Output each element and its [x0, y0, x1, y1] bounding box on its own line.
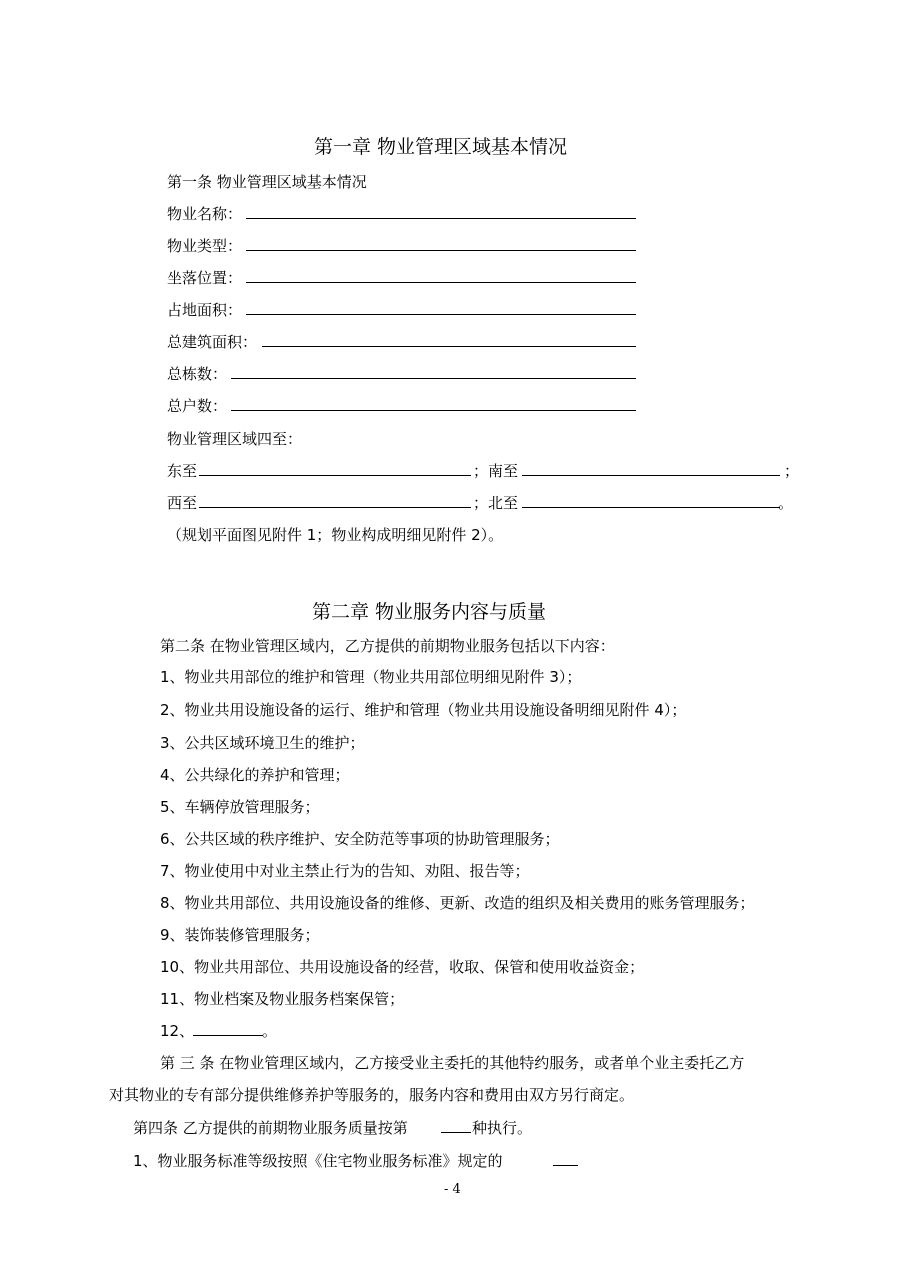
article-2-heading: 第二条 在物业管理区域内，乙方提供的前期物业服务包括以下内容：	[160, 637, 615, 655]
field-line-land-area	[246, 314, 636, 315]
page-number: - 4	[444, 1182, 461, 1197]
field-label-total-buildings: 总栋数：	[167, 365, 228, 383]
field-line-total-floor-area	[262, 346, 636, 347]
list-item: 7、物业使用中对业主禁止行为的告知、劝阻、报告等；	[160, 862, 530, 880]
field-line-location	[246, 282, 636, 283]
article-3-line-1: 第 三 条 在物业管理区域内，乙方接受业主委托的其他特约服务，或者单个业主委托乙方	[160, 1054, 745, 1072]
north-blank	[522, 507, 780, 508]
article-4-text-b: 种执行。	[472, 1119, 533, 1137]
chapter-1-title: 第一章 物业管理区域基本情况	[314, 136, 568, 158]
field-line-property-name	[246, 218, 636, 219]
west-blank	[199, 507, 471, 508]
field-label-property-name: 物业名称：	[167, 205, 243, 223]
item-12-blank	[193, 1035, 263, 1036]
list-item: 12、	[160, 1022, 195, 1040]
article-4-text-a: 第四条 乙方提供的前期物业服务质量按第	[133, 1119, 408, 1137]
field-label-land-area: 占地面积：	[167, 301, 243, 319]
list-item: 11、物业档案及物业服务档案保管；	[160, 990, 405, 1008]
list-item: 6、公共区域的秩序维护、安全防范等事项的协助管理服务；	[160, 830, 560, 848]
service-level-blank	[553, 1165, 578, 1166]
west-label: 西至	[167, 494, 198, 512]
list-item: 2、物业共用设施设备的运行、维护和管理（物业共用设施设备明细见附件 4）；	[160, 701, 687, 719]
field-label-property-type: 物业类型：	[167, 237, 243, 255]
field-label-total-households: 总户数：	[167, 397, 228, 415]
east-label: 东至	[167, 462, 198, 480]
list-item: 8、物业共用部位、共用设施设备的维修、更新、改造的组织及相关费用的账务管理服务；	[160, 894, 755, 912]
boundary-title: 物业管理区域四至：	[167, 430, 303, 448]
article-3-line-2: 对其物业的专有部分提供维修养护等服务的，服务内容和费用由双方另行商定。	[109, 1086, 635, 1104]
field-label-total-floor-area: 总建筑面积：	[167, 333, 258, 351]
field-line-total-buildings	[231, 378, 636, 379]
list-item: 4、公共绿化的养护和管理；	[160, 766, 350, 784]
list-item: 5、车辆停放管理服务；	[160, 798, 320, 816]
field-label-location: 坐落位置：	[167, 269, 243, 287]
field-line-property-type	[246, 250, 636, 251]
south-end: ；	[784, 462, 800, 480]
article-1-heading: 第一条 物业管理区域基本情况	[167, 173, 367, 191]
east-blank	[199, 475, 471, 476]
field-line-total-households	[231, 410, 636, 411]
list-item: 9、装饰装修管理服务；	[160, 926, 320, 944]
list-item: 10、物业共用部位、共用设施设备的经营，收取、保管和使用收益资金；	[160, 958, 645, 976]
south-label: ；南至	[473, 462, 519, 480]
north-label: ；北至	[473, 494, 519, 512]
service-level-item: 1、物业服务标准等级按照《住宅物业服务标准》规定的	[133, 1152, 503, 1170]
appendix-note: （规划平面图见附件 1；物业构成明细见附件 2）。	[167, 526, 504, 544]
item-12-end: 。	[262, 1022, 278, 1040]
article-4-blank	[441, 1132, 471, 1133]
north-end: 。	[778, 494, 794, 512]
south-blank	[522, 475, 780, 476]
list-item: 3、公共区域环境卫生的维护；	[160, 734, 365, 752]
chapter-2-title: 第二章 物业服务内容与质量	[312, 601, 547, 623]
list-item: 1、物业共用部位的维护和管理（物业共用部位明细见附件 3）；	[160, 668, 582, 686]
